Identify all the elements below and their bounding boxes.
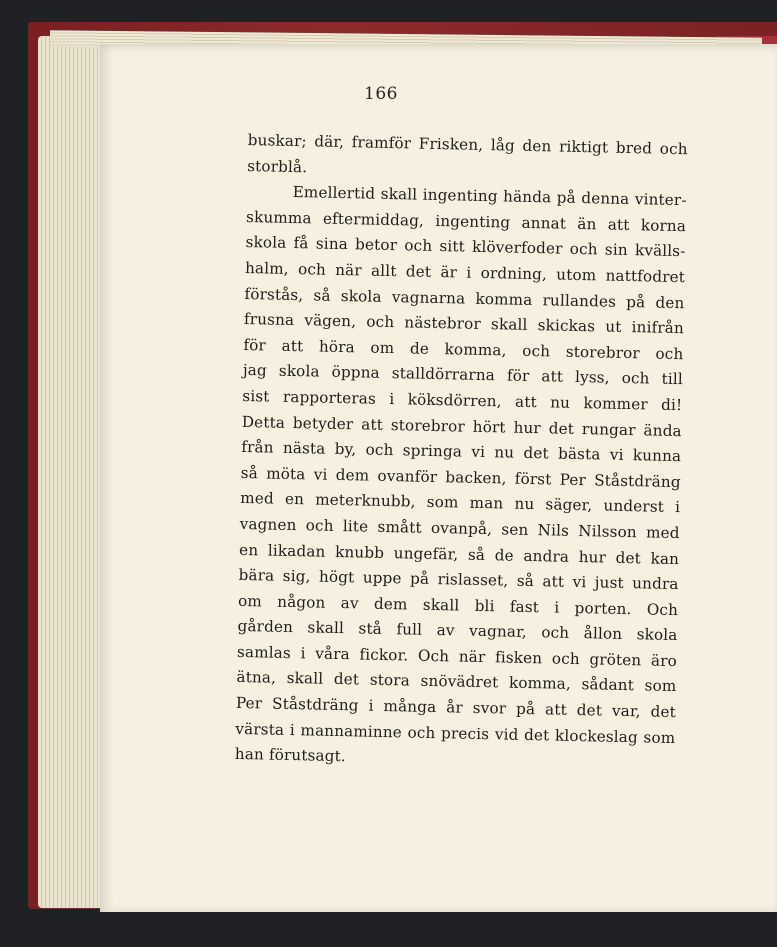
text-line: ätna, skall det stora snövädret komma, sådant som [236, 668, 677, 696]
text-line: han förutsagt. [234, 745, 347, 766]
text-line: Emellertid skall ingenting hända på denna vinter- [292, 183, 687, 210]
text-line: värsta i mannaminne och precis vid det klockeslag som [235, 719, 676, 747]
body-text [235, 128, 688, 777]
text-line: bära sig, högt uppe på rislasset, så att vi just undra [238, 565, 679, 594]
text-line: samlas i våra fickor. Och när fisken och gröten äro [236, 642, 678, 670]
text-line: för att höra om de komma, och storebror och [243, 335, 684, 363]
text-line: skola få sina betor och sitt klöverfoder och sin kvälls- [245, 233, 686, 261]
text-line: så möta vi dem ovanför backen, först Per Ståstdräng [240, 463, 681, 491]
text-line: Per Ståstdräng i många år svor på att det var, det [235, 693, 677, 722]
text-line: frusna vägen, och nästebror skall skickas ut inifrån [243, 310, 685, 338]
text-line: sist rapporteras i köksdörren, att nu kommer di! [242, 386, 683, 415]
text-line: vagnen och lite smått ovanpå, sen Nils Nilsson med [239, 514, 680, 543]
text-line: en likadan knubb ungefär, så de andra hur det kan [238, 540, 680, 568]
text-line: gården skall stå full av vagnar, och ållon skola [237, 617, 678, 645]
text-line: med en meterknubb, som man nu säger, underst i [240, 489, 681, 517]
text-line: förstås, så skola vagnarna komma rullandes på den [244, 284, 685, 312]
page-number: 166 [364, 84, 398, 104]
text-line: Detta betyder att storebror hört hur det rungar ända [241, 412, 682, 440]
text-line: från nästa by, och springa vi nu det bästa vi kunna [241, 438, 682, 466]
text-line: skumma eftermiddag, ingenting annat än att korna [245, 207, 687, 235]
text-line: jag skola öppna stalldörrarna för att lyss, och till [242, 361, 684, 389]
page-edges-left [38, 36, 108, 908]
text-line: halm, och när allt det är i ordning, utom nattfodret [244, 258, 686, 287]
text-line: buskar; där, framför Frisken, låg den riktigt bred och [247, 130, 688, 159]
text-line: storblå. [247, 156, 308, 176]
text-line: om någon av dem skall bli fast i porten. Och [237, 591, 679, 619]
